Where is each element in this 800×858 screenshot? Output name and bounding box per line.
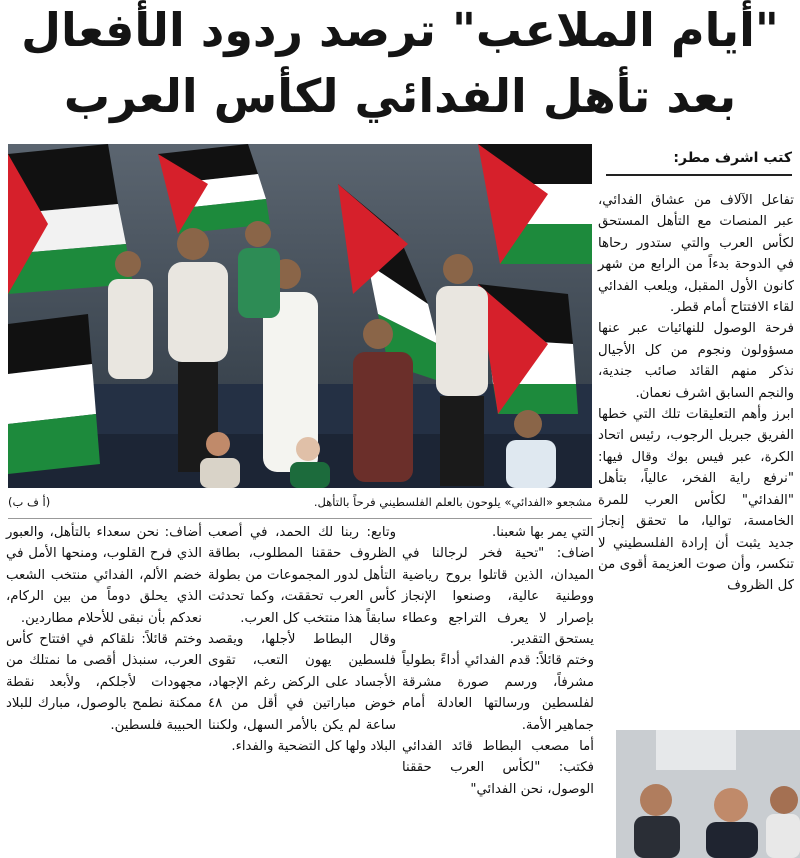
- photo-caption-row: [8, 495, 592, 517]
- main-photo: [8, 144, 592, 488]
- article-column-1: [598, 190, 794, 597]
- paragraph: أما مصعب البطاط قائد الفدائي فكتب: "لكأس العرب حققنا الوصول، نحن الفدائي": [402, 739, 594, 797]
- paragraph: التي يمر بها شعبنا.: [492, 525, 594, 540]
- paragraph: تفاعل الآلاف من عشاق الفدائي، عبر المنصات مع التأهل المستحق لكأس العرب والتي ستدور رحاها في الدوحة بدءاً من الرابع من شهر كانون الأول المقبل، ويلعب الفدائي لقاء الافتتاح أمام قطر.: [598, 193, 794, 316]
- article-column-4: [6, 522, 202, 736]
- paragraph: وختم قائلاً: قدم الفدائي أداءً بطولياً مشرفاً، ورسم صورة مشرقة لفلسطين ورسالتها العادلة أمام جماهير الأمة.: [402, 653, 594, 733]
- secondary-photo: [616, 730, 800, 858]
- photo-credit: (أ ف ب): [8, 495, 51, 509]
- article-column-3: [208, 522, 396, 757]
- paragraph: فرحة الوصول للنهائيات عبر عنها مسؤولون ونجوم من كل الأجيال نذكر منهم القائد صائب جندية، والنجم السابق اشرف نعمان.: [598, 321, 794, 401]
- article-column-2: [402, 522, 594, 800]
- caption-rule: [8, 518, 592, 519]
- officials-photo-illustration: [616, 730, 800, 858]
- byline: كتب اشرف مطر:: [606, 148, 792, 176]
- headline-line-2: بعد تأهل الفدائي لكأس العرب: [63, 69, 737, 123]
- photo-caption: مشجعو «الفدائي» يلوحون بالعلم الفلسطيني فرحاً بالتأهل.: [313, 495, 592, 509]
- paragraph: اضاف: "تحية فخر لرجالنا في الميدان، الذين قاتلوا بروح رياضية ووطنية عالية، وصنعوا الإنجاز بإصرار لا يعرف التراجع وعطاء يستحق التقدير.: [402, 546, 594, 648]
- paragraph: وختم قائلاً: نلقاكم في افتتاح كأس العرب، سنبذل أقصى ما نمتلك من مجهودات لأجلكم، ولأبعد نقطة ممكنة نطمح بالوصول، مبارك للبلاد الحبيبة فلسطين.: [6, 632, 202, 733]
- paragraph: وقال البطاط لأجلها، ويقصد فلسطين يهون التعب، تقوى الأجساد على الركض رغم الإجهاد، خوض مباراتين في أقل من ٤٨ ساعة لم يكن بالأمر السهل، ولكننا البلاد ولها كل التضحية والفداء.: [208, 632, 396, 755]
- palestine-flag-5: [8, 314, 100, 474]
- paragraph: وتابع: ربنا لك الحمد، في أصعب الظروف حققنا المطلوب، بطاقة التأهل لدور المجموعات من بطولة كأس العرب تحققت، وكما تحدثت سابقاً هذا منتخب كل العرب.: [208, 525, 396, 626]
- paragraph: ابرز وأهم التعليقات تلك التي خطها الفريق جبريل الرجوب، رئيس اتحاد الكرة، عبر فيس بوك وقال فيها: "نرفع راية الفخر، عالياً، بتأهل "الفدائي" لكأس العرب للمرة الخامسة، تواليا، ما تحقق إنجاز جديد يثبت أن إرادة الفلسطيني لا تنكسر، وأن صوت العزيمة أقوى من كل الظروف: [598, 407, 794, 594]
- fans-photo-illustration: [8, 144, 592, 488]
- headline-line-1: "أيام الملاعب" ترصد ردود الأفعال: [21, 3, 779, 57]
- paragraph: أضاف: نحن سعداء بالتأهل، والعبور الذي فرح القلوب، ومنحها الأمل في خضم الألم، الفدائي منتخب الشعب الذي يحلق دوماً من بين الركام، نعدكم بأن نبقى للأحلام مطاردين.: [6, 525, 202, 626]
